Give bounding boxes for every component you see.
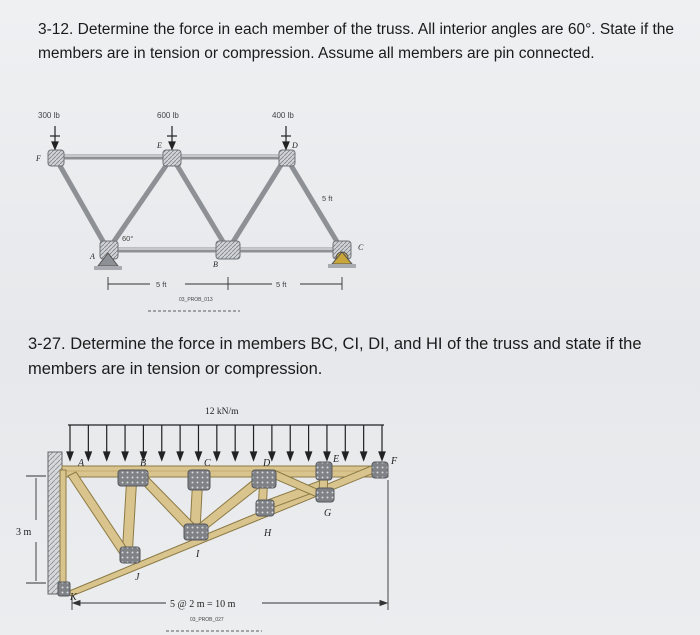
gusset-h <box>256 500 274 516</box>
udl-arrow-head <box>379 452 385 460</box>
node-label-b-2: B <box>140 458 147 469</box>
node-label-a-2: A <box>78 458 85 469</box>
node-label-d-2: D <box>263 458 271 469</box>
node-label-a: A <box>90 252 95 261</box>
height-label: 5 ft <box>322 194 333 203</box>
node-label-j: J <box>135 572 140 583</box>
gusset-j <box>120 547 140 563</box>
gusset-f-2 <box>372 462 388 478</box>
gusset-k <box>58 582 70 596</box>
height-label-3m: 3 m <box>16 527 32 538</box>
gusset-d-2 <box>252 470 276 488</box>
udl-arrow-head <box>251 452 257 460</box>
gusset-i <box>184 524 208 540</box>
node-label-c: C <box>358 243 364 252</box>
node-label-f-2: F <box>391 456 398 467</box>
load-label-300: 300 lb <box>38 111 60 120</box>
figure-code-3-12: 03_PROB_013 <box>179 297 213 303</box>
node-label-e-2: E <box>333 454 340 465</box>
udl-arrow-head <box>122 452 128 460</box>
angle-label: 60° <box>122 234 134 243</box>
node-label-g: G <box>324 508 332 519</box>
gusset-b-2 <box>118 470 148 486</box>
truss-3-27-members <box>60 464 386 596</box>
member-ka-vertical <box>60 470 66 592</box>
udl-arrow-head <box>214 452 220 460</box>
udl-arrow-head <box>195 452 201 460</box>
gusset-c-2 <box>188 470 210 490</box>
udl-arrow-head <box>177 452 183 460</box>
udl-arrow-head <box>85 452 91 460</box>
udl-arrow-head <box>104 452 110 460</box>
problem-3-12-statement: 3-12. Determine the force in each member of the truss. All interior angles are 60°. State if the members are in tension or compression. Assume all members are pin connected. <box>38 21 674 62</box>
load-label-400: 400 lb <box>272 111 294 120</box>
figure-code-3-27: 03_PROB_027 <box>190 617 224 623</box>
udl-arrow-head <box>342 452 348 460</box>
udl-arrow-head <box>287 452 293 460</box>
node-label-e: E <box>157 141 162 150</box>
gusset-g <box>316 488 334 502</box>
udl-arrow-head <box>232 452 238 460</box>
node-label-h: H <box>264 528 272 539</box>
gusset-e-2 <box>316 462 332 480</box>
node-label-i: I <box>196 549 200 560</box>
udl-arrow-head <box>159 452 165 460</box>
udl-arrow-head <box>67 452 73 460</box>
dim-label-left: 5 ft <box>156 280 167 289</box>
node-label-f: F <box>36 154 41 163</box>
load-label-600: 600 lb <box>157 111 179 120</box>
udl-arrow-head <box>324 452 330 460</box>
node-label-d: D <box>292 141 298 150</box>
udl-arrow-head <box>361 452 367 460</box>
dim-label-right: 5 ft <box>276 280 287 289</box>
udl-arrow-head <box>306 452 312 460</box>
node-label-k: K <box>70 592 77 603</box>
span-label: 5 @ 2 m = 10 m <box>170 599 236 610</box>
distributed-load-label: 12 kN/m <box>205 407 239 417</box>
problem-3-27-statement: 3-27. Determine the force in members BC, CI, DI, and HI of the truss and state if the members are in tension or compression. <box>28 335 642 378</box>
top-chord-3-27 <box>62 466 388 477</box>
node-label-c-2: C <box>204 458 211 469</box>
node-label-b: B <box>213 260 218 269</box>
